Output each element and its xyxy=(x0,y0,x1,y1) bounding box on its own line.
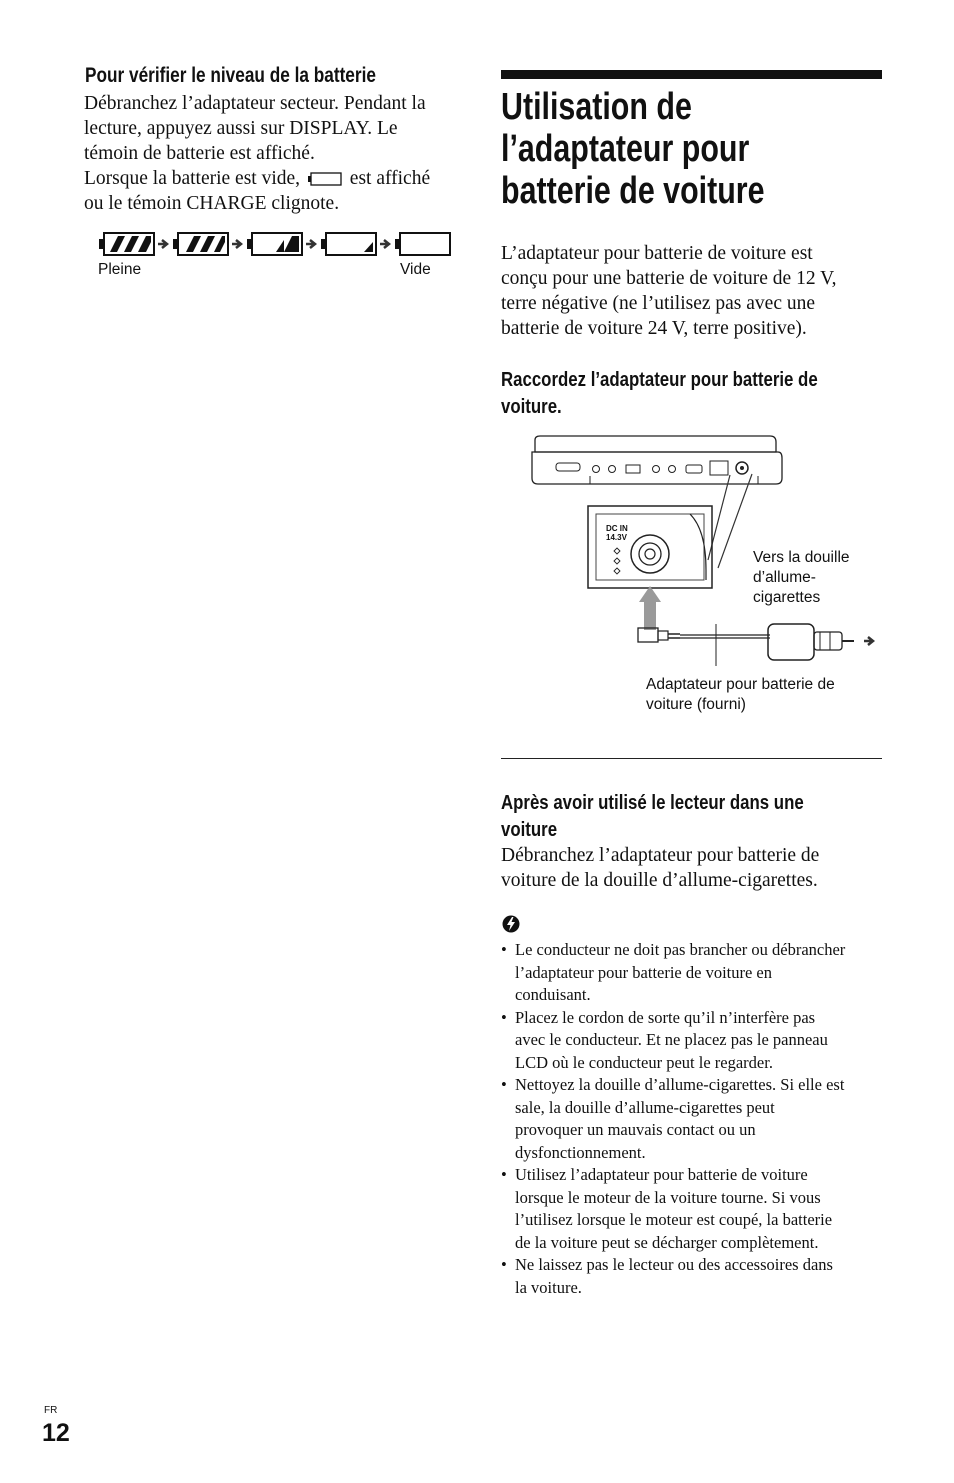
socket-label xyxy=(753,548,850,608)
dc-in-closeup xyxy=(588,506,712,588)
title-line: Utilisation de xyxy=(501,86,692,128)
arrow-icon xyxy=(158,240,167,248)
text-line: dysfonctionnement. xyxy=(515,1142,646,1162)
list-item xyxy=(501,939,885,1007)
dc-in-voltage: 14.3V xyxy=(606,533,627,542)
dvd-player-illustration xyxy=(532,436,782,484)
text-fragment: Lorsque la batterie est vide, xyxy=(84,168,301,189)
text-line: l’utilisez lorsque le moteur est coupé, la batterie xyxy=(515,1210,833,1229)
text-line: • Ne laissez pas le lecteur ou des accessoires dans xyxy=(515,1255,833,1274)
step-heading xyxy=(501,366,818,420)
text-line: terre négative (ne l’utilisez pas avec une xyxy=(501,293,816,314)
label-line: voiture (fourni) xyxy=(646,696,746,713)
text-line: sale, la douille d’allume-cigarettes peut xyxy=(515,1097,775,1117)
after-use-text xyxy=(501,843,886,893)
battery-level-sequence xyxy=(98,230,458,260)
heading-line: Raccordez l’adaptateur pour batterie de xyxy=(501,368,818,391)
text-line: lecture, appuyez aussi sur DISPLAY. Le xyxy=(84,118,398,139)
battery-check-text xyxy=(84,91,474,216)
label-line: Vers la douille xyxy=(753,549,850,566)
text-line: • Utilisez l’adaptateur pour batterie de voiture xyxy=(515,1165,808,1184)
heading-line: voiture. xyxy=(501,395,562,418)
battery-check-heading: Pour vérifier le niveau de la batterie xyxy=(85,64,376,87)
list-item xyxy=(501,1007,885,1075)
title-line: l’adaptateur pour xyxy=(501,128,750,170)
tips-list xyxy=(501,939,885,1299)
list-item xyxy=(501,1164,885,1254)
text-line: • Placez le cordon de sorte qu’il n’interfère pas xyxy=(515,1007,816,1027)
text-line: lorsque le moteur de la voiture tourne. Si vous xyxy=(515,1187,821,1207)
up-arrow-icon xyxy=(639,586,661,630)
text-line: témoin de batterie est affiché. xyxy=(84,143,315,164)
title-rule xyxy=(501,70,882,79)
battery-label-full: Pleine xyxy=(98,261,142,278)
page-number: 12 xyxy=(42,1419,70,1447)
text-line: voiture de la douille d’allume-cigarettes. xyxy=(501,870,818,891)
section-divider xyxy=(501,758,882,759)
page-language: FR xyxy=(44,1405,58,1416)
text-line: LCD où le conducteur peut le regarder. xyxy=(515,1052,773,1072)
dc-in-label xyxy=(606,524,628,542)
adapter-label xyxy=(646,675,835,715)
text-line: conçu pour une batterie de voiture de 12 V, xyxy=(501,268,837,289)
text-line: Débranchez l’adaptateur secteur. Pendant la xyxy=(84,93,426,114)
battery-three-quarter-icon xyxy=(173,233,228,255)
heading-line: voiture xyxy=(501,818,558,841)
page-title xyxy=(501,86,765,212)
battery-full-icon xyxy=(99,233,154,255)
text-line: batterie de voiture 24 V, terre positive). xyxy=(501,318,807,339)
list-item xyxy=(501,1074,885,1164)
battery-low-icon xyxy=(321,233,376,255)
text-line: provoquer un mauvais contact ou un xyxy=(515,1120,756,1139)
text-line: • Nettoyez la douille d’allume-cigarettes. Si elle est xyxy=(515,1075,845,1094)
text-line: l’adaptateur pour batterie de voiture en xyxy=(515,962,773,982)
list-item xyxy=(501,1254,885,1299)
empty-battery-icon xyxy=(307,170,343,186)
text-line: de la voiture peut se décharger complètement. xyxy=(515,1232,819,1252)
text-line xyxy=(84,166,474,191)
heading-line: Après avoir utilisé le lecteur dans une xyxy=(501,791,804,814)
arrow-icon xyxy=(232,240,241,248)
dc-in-text: DC IN xyxy=(606,524,628,533)
label-line: d’allume- xyxy=(753,569,816,586)
battery-label-empty: Vide xyxy=(400,261,431,278)
text-line: L’adaptateur pour batterie de voiture est xyxy=(501,243,813,264)
after-use-heading xyxy=(501,789,804,843)
arrow-icon xyxy=(306,240,315,248)
title-line: batterie de voiture xyxy=(501,170,765,212)
text-line: avec le conducteur. Et ne placez pas le panneau xyxy=(515,1030,828,1049)
text-line: • Le conducteur ne doit pas brancher ou débrancher xyxy=(515,940,846,959)
text-line: la voiture. xyxy=(515,1277,582,1297)
text-line: Débranchez l’adaptateur pour batterie de xyxy=(501,845,820,866)
battery-half-icon xyxy=(247,233,302,255)
label-line: cigarettes xyxy=(753,589,821,606)
battery-empty-icon xyxy=(395,233,450,255)
text-line: ou le témoin CHARGE clignote. xyxy=(84,193,340,214)
car-adapter-cable xyxy=(638,624,873,666)
text-fragment: est affiché xyxy=(349,168,431,189)
tip-icon xyxy=(501,913,523,935)
text-line: conduisant. xyxy=(515,985,591,1004)
right-arrow-icon xyxy=(864,637,873,645)
label-line: Adaptateur pour batterie de xyxy=(646,676,835,693)
intro-text xyxy=(501,241,886,341)
arrow-icon xyxy=(380,240,389,248)
